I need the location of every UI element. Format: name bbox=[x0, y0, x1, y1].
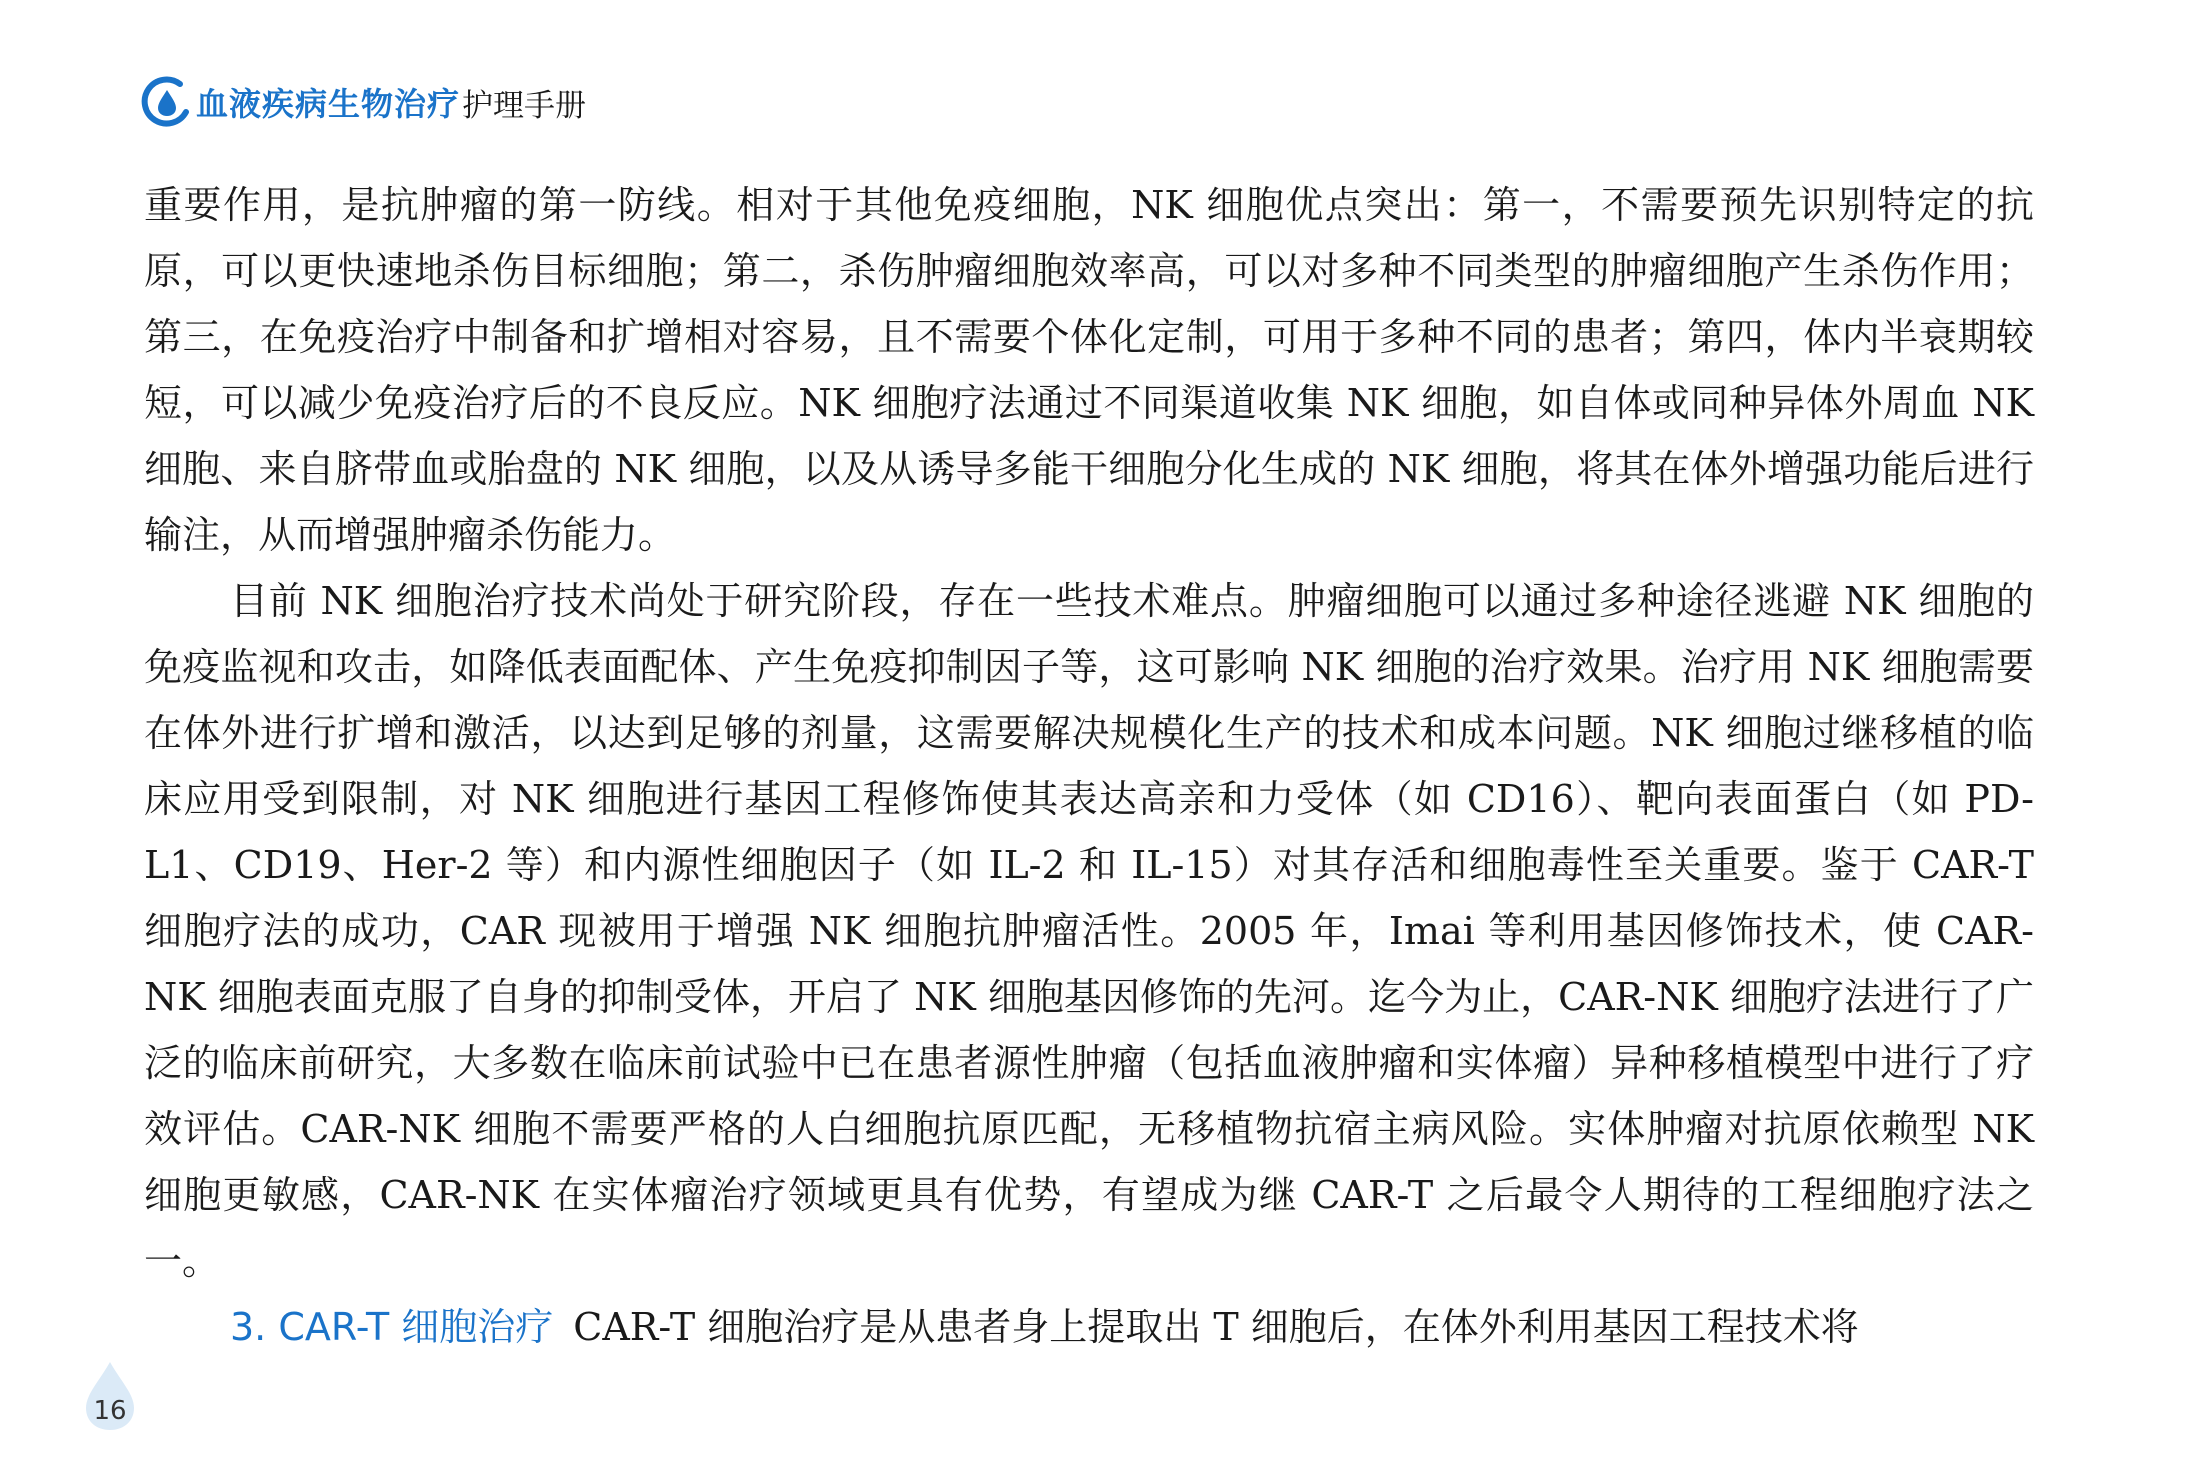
paragraph-nk-challenges: 目前 NK 细胞治疗技术尚处于研究阶段，存在一些技术难点。肿瘤细胞可以通过多种途径逃避 NK 细胞的免疫监视和攻击，如降低表面配体、产生免疫抑制因子等，这可影响 NK 细胞的治疗效果。治疗用 NK 细胞需要在体外进行扩增和激活，以达到足够的剂量，这需要解决规模化生产的技术和成本问题。NK 细胞过继移植的临床应用受到限制，对 NK 细胞进行基因工程修饰使其表达高亲和力受体（如 CD16）、靶向表面蛋白（如 PD-L1、CD19、Her-2 等）和内源性细胞因子（如 IL-2 和 IL-15）对其存活和细胞毒性至关重要。鉴于 CAR-T 细胞疗法的成功，CAR 现被用于增强 NK 细胞抗肿瘤活性。2005 年，Imai 等利用基因修饰技术，使 CAR-NK 细胞表面克服了自身的抑制受体，开启了 NK 细胞基因修饰的先河。迄今为止，CAR-NK 细胞疗法进行了广泛的临床前研究，大多数在临床前试验中已在患者源性肿瘤（包括血液肿瘤和实体瘤）异种移植模型中进行了疗效评估。CAR-NK 细胞不需要严格的人白细胞抗原匹配，无移植物抗宿主病风险。实体肿瘤对抗原依赖型 NK 细胞更敏感，CAR-NK 在实体瘤治疗领域更具有优势，有望成为继 CAR-T 之后最令人期待的工程细胞疗法之一。 bbox=[144, 579, 2034, 1283]
section-heading: 3. CAR-T 细胞治疗 bbox=[230, 1305, 554, 1349]
section-car-t bbox=[144, 1294, 2034, 1360]
page-number: 16 bbox=[93, 1396, 127, 1426]
section-text: CAR-T 细胞治疗是从患者身上提取出 T 细胞后，在体外利用基因工程技术将 bbox=[573, 1305, 1859, 1349]
paragraph-continued: 重要作用，是抗肿瘤的第一防线。相对于其他免疫细胞，NK 细胞优点突出：第一，不需要预先识别特定的抗原，可以更快速地杀伤目标细胞；第二，杀伤肿瘤细胞效率高，可以对多种不同类型的肿瘤细胞产生杀伤作用；第三，在免疫治疗中制备和扩增相对容易，且不需要个体化定制，可用于多种不同的患者；第四，体内半衰期较短，可以减少免疫治疗后的不良反应。NK 细胞疗法通过不同渠道收集 NK 细胞，如自体或同种异体外周血 NK 细胞、来自脐带血或胎盘的 NK 细胞，以及从诱导多能干细胞分化生成的 NK 细胞，将其在体外增强功能后进行输注，从而增强肿瘤杀伤能力。 bbox=[144, 183, 2034, 557]
page-number-marker bbox=[84, 1360, 136, 1432]
page-body bbox=[144, 172, 2034, 1360]
water-drop-icon bbox=[140, 76, 192, 128]
book-title: 血液疾病生物治疗 bbox=[196, 85, 461, 123]
page-header bbox=[140, 72, 586, 132]
book-subtitle: 护理手册 bbox=[462, 87, 587, 124]
